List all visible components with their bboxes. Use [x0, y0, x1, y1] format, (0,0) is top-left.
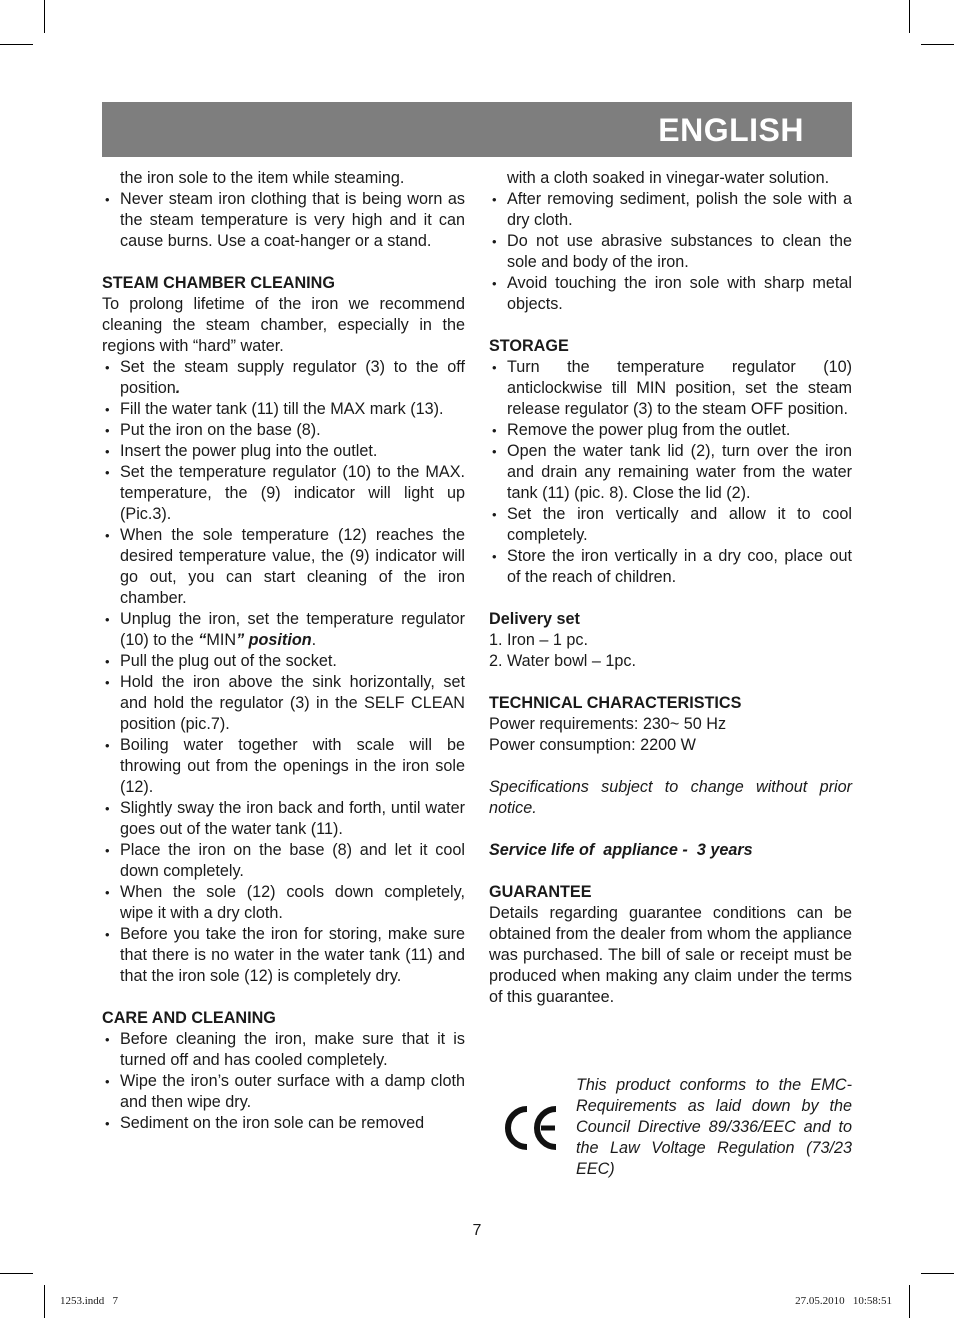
list-item: • Remove the power plug from the outlet.: [489, 420, 852, 441]
crop-mark: [921, 44, 954, 45]
section-heading-storage: STORAGE: [489, 337, 569, 355]
list-item: • Sediment on the iron sole can be removed: [102, 1113, 465, 1134]
list-item: • When the sole temperature (12) reaches the desired temperature value, the (9) indicator will go out, you can start cleaning of the iron chamber.: [102, 525, 465, 609]
list-item: • Boiling water together with scale will be throwing out from the openings in the iron sole (12).: [102, 735, 465, 798]
spec-note: Specifications subject to change without prior notice.: [489, 778, 852, 817]
steam-intro: To prolong lifetime of the iron we recommend cleaning the steam chamber, especially in the regions with “hard” water.: [102, 295, 465, 355]
list-item: • Set the temperature regulator (10) to the MAX. temperature, the (9) indicator will light up (Pic.3).: [102, 462, 465, 525]
list-item: 2. Water bowl – 1pc.: [489, 652, 636, 670]
continued-text: the iron sole to the item while steaming.: [120, 169, 405, 187]
list-item: • Set the steam supply regulator (3) to the off position.: [102, 357, 465, 399]
page-title: ENGLISH: [658, 112, 804, 148]
continued-text: with a cloth soaked in vinegar-water solution.: [507, 169, 830, 187]
list-item: • Never steam iron clothing that is being worn as the steam temperature is very high and it can cause burns. Use a coat-hanger or a stand.: [102, 189, 465, 252]
list-item: • Put the iron on the base (8).: [102, 420, 465, 441]
power-consumption: Power consumption: 2200 W: [489, 736, 696, 754]
page-number: 7: [472, 1222, 482, 1239]
list-item: • Before cleaning the iron, make sure that it is turned off and has cooled completely.: [102, 1029, 465, 1071]
list-item: • Turn the temperature regulator (10) anticlockwise till MIN position, set the steam release regulator (3) to the steam OFF position.: [489, 357, 852, 420]
footer-timestamp: 27.05.2010 10:58:51: [795, 1295, 892, 1307]
list-item: • Slightly sway the iron back and forth, until water goes out of the water tank (11).: [102, 798, 465, 840]
ce-mark-icon: [503, 1105, 561, 1151]
crop-mark: [0, 1273, 33, 1274]
crop-mark: [44, 1285, 45, 1318]
list-item: • Set the iron vertically and allow it to cool completely.: [489, 504, 852, 546]
crop-mark: [909, 0, 910, 33]
list-item: • Do not use abrasive substances to clean the sole and body of the iron.: [489, 231, 852, 273]
list-item: • Open the water tank lid (2), turn over the iron and drain any remaining water from the water tank (11) (pic. 8). Close the lid (2).: [489, 441, 852, 504]
list-item: • Fill the water tank (11) till the MAX mark (13).: [102, 399, 465, 420]
section-heading-care: CARE AND CLEANING: [102, 1009, 276, 1027]
list-item: • Pull the plug out of the socket.: [102, 651, 465, 672]
list-item: • Avoid touching the iron sole with sharp metal objects.: [489, 273, 852, 315]
steam-list: [102, 357, 465, 987]
list-item: 1. Iron – 1 pc.: [489, 631, 588, 649]
section-heading-tech: TECHNICAL CHARACTERISTICS: [489, 694, 742, 712]
ce-conformity-text: This product conforms to the EMC-Requirements as laid down by the Council Directive 89/336/EEC and to the Law Voltage Regulation (73/23 EEC): [576, 1076, 852, 1178]
list-item: • After removing sediment, polish the sole with a dry cloth.: [489, 189, 852, 231]
care-list: [102, 1029, 465, 1134]
list-item: • Unplug the iron, set the temperature regulator (10) to the “MIN” position.: [102, 609, 465, 651]
list-item: • Hold the iron above the sink horizontally, set and hold the regulator (3) in the SELF CLEAN position (pic.7).: [102, 672, 465, 735]
service-life: Service life of appliance - 3 years: [489, 841, 753, 859]
power-requirements: Power requirements: 230~ 50 Hz: [489, 715, 727, 733]
list-item: • Place the iron on the base (8) and let it cool down completely.: [102, 840, 465, 882]
delivery-list: [489, 630, 852, 672]
crop-mark: [909, 1285, 910, 1318]
list-item: • Before you take the iron for storing, make sure that there is no water in the water tank (11) and that the iron sole (12) is completely dry.: [102, 924, 465, 987]
right-column: [489, 168, 852, 1008]
crop-mark: [921, 1273, 954, 1274]
list-item: • Insert the power plug into the outlet.: [102, 441, 465, 462]
storage-list: [489, 357, 852, 588]
intro-list: [102, 189, 465, 252]
care-list-continued: [489, 189, 852, 315]
left-column: [102, 168, 465, 1134]
list-item: • Wipe the iron’s outer surface with a damp cloth and then wipe dry.: [102, 1071, 465, 1113]
list-item: • When the sole (12) cools down completely, wipe it with a dry cloth.: [102, 882, 465, 924]
section-heading-steam: STEAM CHAMBER CLEANING: [102, 274, 335, 292]
crop-mark: [0, 44, 33, 45]
section-heading-delivery: Delivery set: [489, 610, 580, 628]
crop-mark: [44, 0, 45, 33]
footer-file: 1253.indd 7: [60, 1295, 119, 1307]
guarantee-text: Details regarding guarantee conditions can be obtained from the dealer from whom the appliance was purchased. The bill of sale or receipt must be produced when making any claim under the terms of this guarantee.: [489, 904, 852, 1006]
section-heading-guarantee: GUARANTEE: [489, 883, 592, 901]
header-bar: [102, 102, 852, 157]
list-item: • Store the iron vertically in a dry coo, place out of the reach of children.: [489, 546, 852, 588]
